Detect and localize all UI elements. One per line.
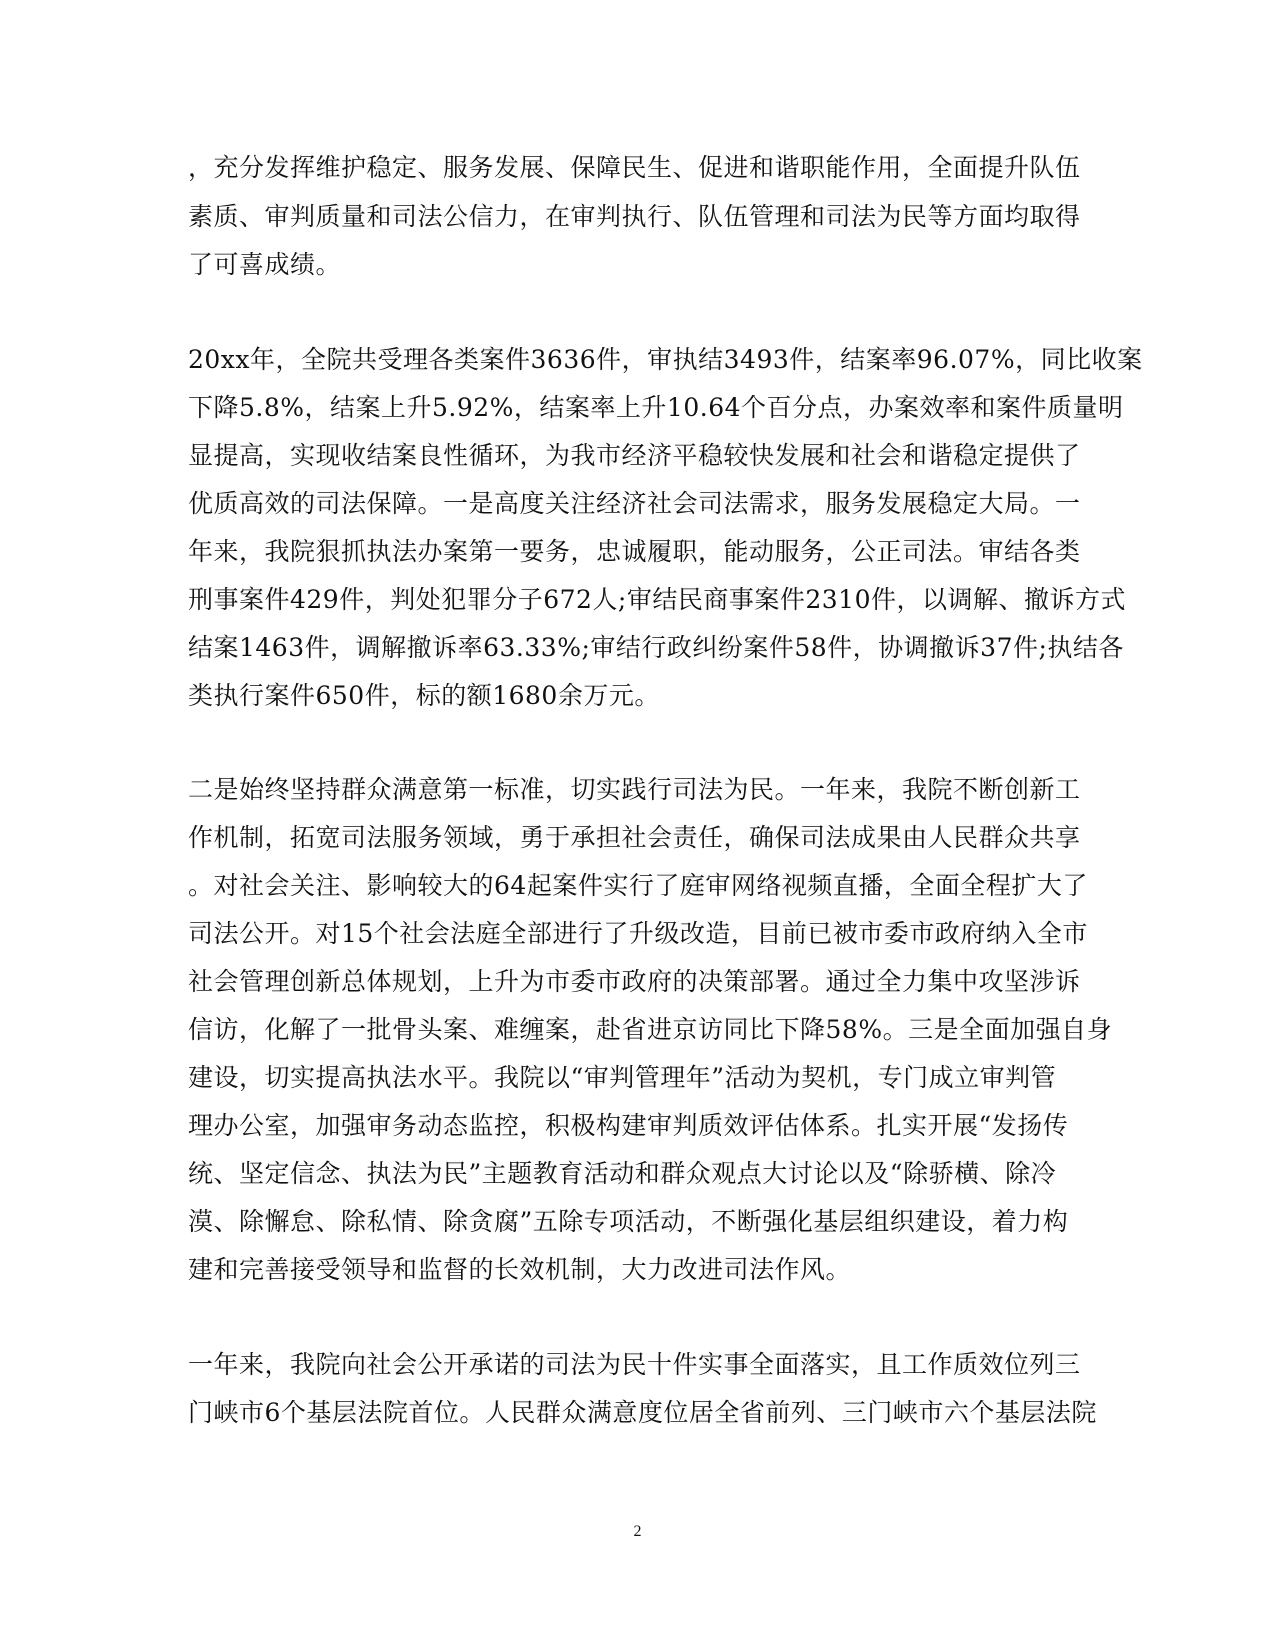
- paragraph-3-line-4: 司法公开。对15个社会法庭全部进行了升级改造，目前已被市委市政府纳入全市: [188, 919, 1088, 948]
- paragraph-2-line-8: 类执行案件650件，标的额1680余万元。: [188, 681, 660, 710]
- paragraph-3-line-8: 理办公室，加强审务动态监控，积极构建审判质效评估体系。扎实开展“发扬传: [188, 1111, 1069, 1140]
- paragraph-2-line-7: 结案1463件，调解撤诉率63.33%;审结行政纠纷案件58件，协调撤诉37件;执结各: [188, 633, 1124, 662]
- paragraph-3-line-7: 建设，切实提高执法水平。我院以“审判管理年”活动为契机，专门成立审判管: [188, 1063, 1057, 1092]
- paragraph-1-line-3: 了可喜成绩。: [188, 250, 342, 279]
- paragraph-2-line-6: 刑事案件429件，判处犯罪分子672人;审结民商事案件2310件，以调解、撤诉方式: [188, 585, 1126, 614]
- paragraph-3-line-10: 漠、除懈怠、除私情、除贪腐”五除专项活动，不断强化基层组织建设，着力构: [188, 1207, 1069, 1236]
- paragraph-2-line-5: 年来，我院狠抓执法办案第一要务，忠诚履职，能动服务，公正司法。审结各类: [188, 537, 1081, 566]
- paragraph-1-line-1: ，充分发挥维护稳定、服务发展、保障民生、促进和谐职能作用，全面提升队伍: [188, 153, 1081, 182]
- page-number: 2: [633, 1523, 642, 1540]
- paragraph-4-line-1: 一年来，我院向社会公开承诺的司法为民十件实事全面落实，且工作质效位列三: [188, 1350, 1081, 1379]
- paragraph-2-line-3: 显提高，实现收结案良性循环，为我市经济平稳较快发展和社会和谐稳定提供了: [188, 441, 1081, 470]
- paragraph-3-line-6: 信访，化解了一批骨头案、难缠案，赴省进京访同比下降58%。三是全面加强自身: [188, 1015, 1113, 1044]
- paragraph-4-line-2: 门峡市6个基层法院首位。人民群众满意度位居全省前列、三门峡市六个基层法院: [188, 1398, 1097, 1427]
- paragraph-3-line-5: 社会管理创新总体规划，上升为市委市政府的决策部署。通过全力集中攻坚涉诉: [188, 967, 1081, 996]
- paragraph-1-line-2: 素质、审判质量和司法公信力，在审判执行、队伍管理和司法为民等方面均取得: [188, 202, 1081, 231]
- paragraph-3-line-1: 二是始终坚持群众满意第一标准，切实践行司法为民。一年来，我院不断创新工: [188, 775, 1081, 804]
- paragraph-2-line-4: 优质高效的司法保障。一是高度关注经济社会司法需求，服务发展稳定大局。一: [188, 489, 1081, 518]
- paragraph-3-line-3: 。对社会关注、影响较大的64起案件实行了庭审网络视频直播，全面全程扩大了: [188, 871, 1088, 900]
- paragraph-3-line-2: 作机制，拓宽司法服务领域，勇于承担社会责任，确保司法成果由人民群众共享: [188, 823, 1081, 852]
- paragraph-3-line-11: 建和完善接受领导和监督的长效机制，大力改进司法作风。: [188, 1255, 852, 1284]
- paragraph-3-line-9: 统、坚定信念、执法为民”主题教育活动和群众观点大讨论以及“除骄横、除冷: [188, 1159, 1057, 1188]
- paragraph-2-line-1: 20xx年，全院共受理各类案件3636件，审执结3493件，结案率96.07%，同比收案: [188, 345, 1143, 374]
- paragraph-2-line-2: 下降5.8%，结案上升5.92%，结案率上升10.64个百分点，办案效率和案件质量明: [188, 393, 1124, 422]
